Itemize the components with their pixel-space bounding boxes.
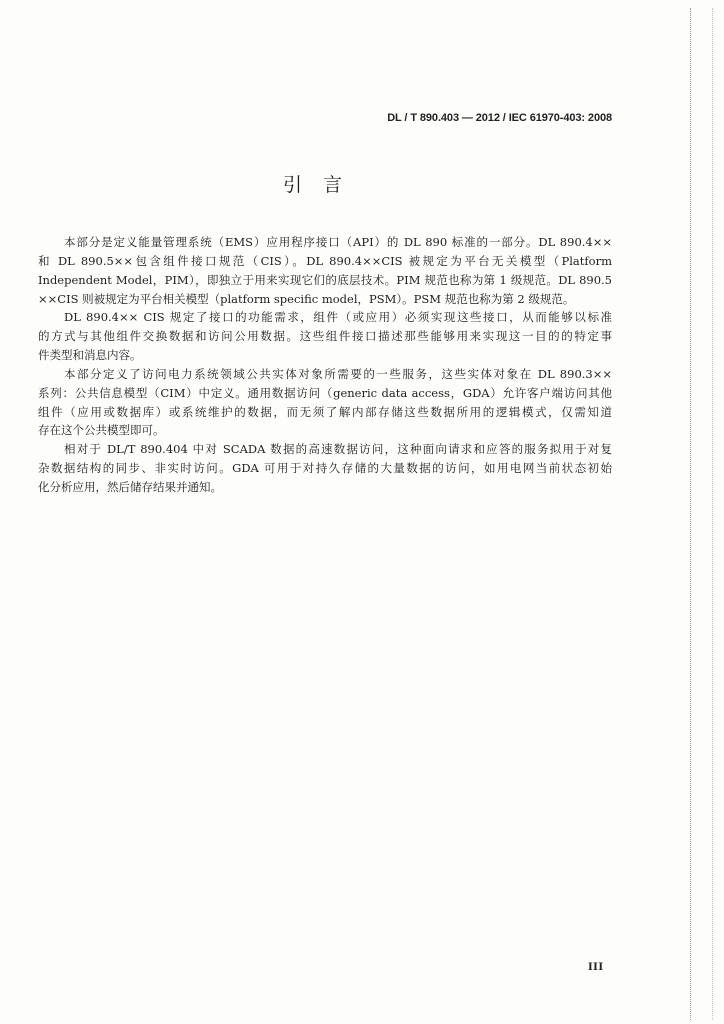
text-line: 存在这个公共模型即可。 [38, 423, 165, 438]
text-line: 和 DL 890.5××包含组件接口规范（CIS）。DL 890.4××CIS 被规定为平台无关模型（Platform [38, 253, 612, 268]
text-line: ××CIS 则被规定为平台相关模型（platform specific model，PSM）。PSM 规范也称为第 2 级规范。 [38, 291, 575, 306]
page-title: 引 言 [283, 174, 344, 196]
text-line: 相对于 DL/T 890.404 中对 SCADA 数据的高速数据访问，这种面向请求和应答的服务拟用于对复 [64, 442, 612, 457]
paragraph [38, 233, 612, 308]
text-line: 件类型和消息内容。 [38, 348, 142, 363]
standard-code-header: DL / T 890.403 — 2012 / IEC 61970-403: 2008 [387, 112, 612, 124]
paragraph [38, 308, 612, 365]
text-line: 的方式与其他组件交换数据和访问公用数据。这些组件接口描述那些能够用来实现这一目的的特定事 [38, 329, 612, 344]
scan-edge-line [712, 8, 713, 1020]
text-line: 本部分是定义能量管理系统（EMS）应用程序接口（API）的 DL 890 标准的一部分。DL 890.4×× [64, 235, 613, 249]
body-text [38, 233, 612, 497]
text-line: 化分析应用，然后储存结果并通知。 [38, 479, 222, 494]
page-number: III [588, 962, 604, 973]
text-line: DL 890.4×× CIS 规定了接口的功能需求，组件（或应用）必须实现这些接口，从而能够以标准 [64, 310, 612, 325]
text-line: 系列：公共信息模型（CIM）中定义。通用数据访问（generic data access，GDA）允许客户端访问其他 [38, 385, 612, 400]
scan-edge-line [690, 8, 691, 1020]
text-line: Independent Model，PIM），即独立于用来实现它们的底层技术。PIM 规范也称为第 1 级规范。DL 890.5 [38, 272, 612, 287]
text-line: 本部分定义了访问电力系统领域公共实体对象所需要的一些服务，这些实体对象在 DL 890.3×× [64, 366, 612, 381]
paragraph [38, 440, 612, 497]
paragraph [38, 365, 612, 440]
text-line: 组件（应用或数据库）或系统维护的数据，而无须了解内部存储这些数据所用的逻辑模式，仅需知道 [38, 404, 612, 419]
text-line: 杂数据结构的同步、非实时访问。GDA 可用于对持久存储的大量数据的访问，如用电网当前状态初始 [38, 461, 612, 476]
